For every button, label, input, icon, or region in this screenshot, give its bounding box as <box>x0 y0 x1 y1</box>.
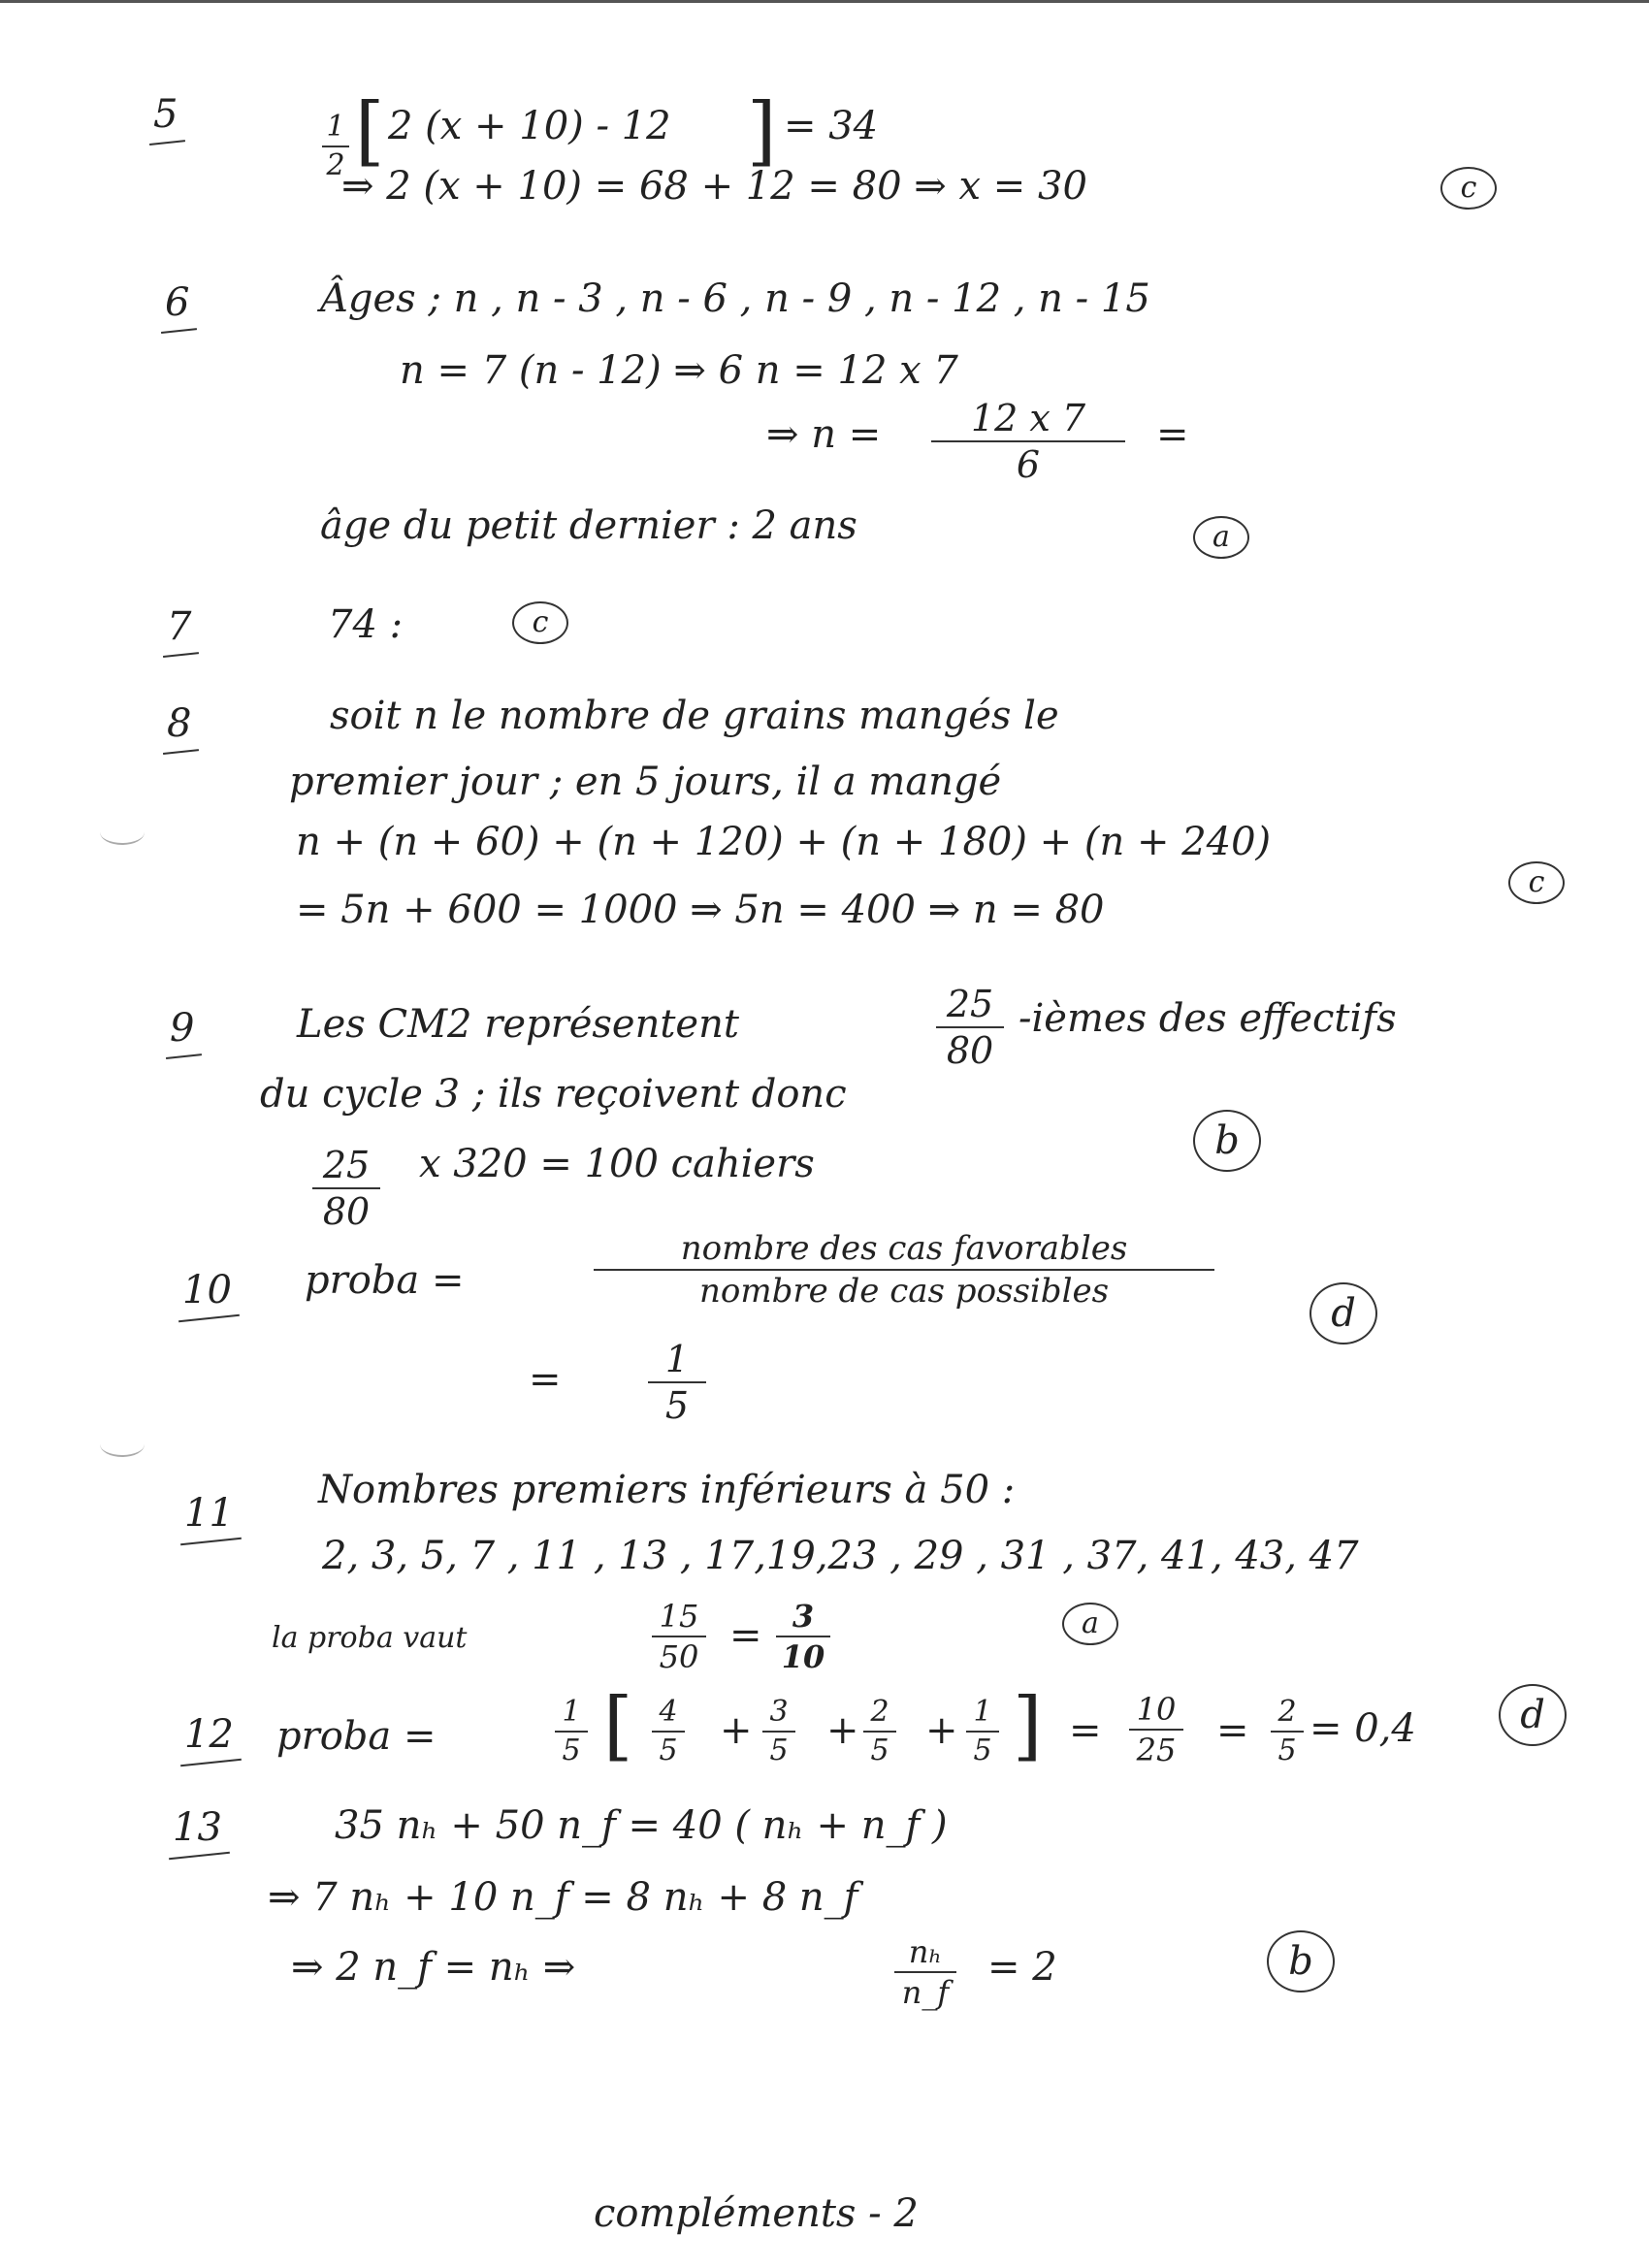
fraction: 1 2 <box>322 113 349 180</box>
page-footer: compléments - 2 <box>594 2191 919 2236</box>
equation-text: âge du petit dernier : 2 ans <box>320 503 857 548</box>
equation-text: n + (n + 60) + (n + 120) + (n + 180) + (n + 240) <box>296 820 1272 864</box>
fraction: 3 10 <box>776 1601 830 1672</box>
equation-text: soit n le nombre de grains mangés le <box>330 694 1059 738</box>
exercise-number: 10 <box>182 1268 232 1312</box>
fraction: 1 5 <box>555 1698 588 1766</box>
exercise-number: 6 <box>165 280 190 325</box>
equation-text: n = 7 (n - 12) ⇒ 6 n = 12 x 7 <box>400 348 958 393</box>
top-border-line <box>0 0 1649 3</box>
answer-circle: a <box>1193 516 1249 559</box>
fraction: 1 5 <box>966 1698 999 1766</box>
equation-text: la proba vaut <box>272 1621 468 1655</box>
equation-text: du cycle 3 ; ils reçoivent donc <box>260 1072 847 1117</box>
equation-text: ⇒ n = <box>766 412 882 457</box>
answer-circle: a <box>1062 1603 1118 1645</box>
equation-text: 2, 3, 5, 7 , 11 , 13 , 17,19,23 , 29 , 31 , 37, 41, 43, 47 <box>322 1534 1359 1578</box>
bracket-close: ] <box>1013 1682 1043 1769</box>
bracket-open: [ <box>355 87 385 175</box>
plus-sign: + <box>925 1708 958 1753</box>
equation-text: = <box>529 1357 562 1402</box>
fraction: 25 80 <box>936 986 1004 1069</box>
equation-text: = 5n + 600 = 1000 ⇒ 5n = 400 ⇒ n = 80 <box>296 888 1105 932</box>
equation-text: proba = <box>276 1714 436 1759</box>
equation-text: premier jour ; en 5 jours, il a mangé <box>289 760 1002 804</box>
equation-text: -ièmes des effectifs <box>1018 996 1397 1041</box>
exercise-number: 11 <box>184 1491 234 1536</box>
answer-circle: b <box>1267 1930 1335 1993</box>
fraction: nₕ n_f <box>894 1936 956 2008</box>
fraction: 12 x 7 6 <box>931 400 1125 483</box>
equation-text: Âges ; n , n - 3 , n - 6 , n - 9 , n - 12 , n - 15 <box>320 276 1150 321</box>
equation-text: ⇒ 7 nₕ + 10 n_f = 8 nₕ + 8 n_f <box>268 1875 858 1920</box>
plus-sign: + <box>826 1708 859 1753</box>
equation-text: = 2 <box>987 1945 1057 1990</box>
answer-circle: c <box>1508 861 1565 904</box>
fraction: 1 5 <box>648 1341 706 1424</box>
equation-text: 35 nₕ + 50 n_f = 40 ( nₕ + n_f ) <box>335 1803 948 1848</box>
equation-text: 2 (x + 10) - 12 <box>388 104 671 148</box>
punch-hole-mark <box>100 1432 145 1457</box>
equation-text: ⇒ 2 (x + 10) = 68 + 12 = 80 ⇒ x = 30 <box>341 164 1087 209</box>
equation-text: 74 : <box>328 602 404 647</box>
fraction: nombre des cas favorables nombre de cas possibles <box>594 1232 1214 1308</box>
equation-text: = 0,4 <box>1310 1706 1416 1751</box>
exercise-number: 12 <box>184 1712 234 1757</box>
fraction: 15 50 <box>652 1601 706 1672</box>
answer-circle: c <box>1440 167 1497 210</box>
equation-text: Nombres premiers inférieurs à 50 : <box>318 1468 1016 1512</box>
exercise-number: 7 <box>167 604 192 649</box>
answer-circle: c <box>512 601 568 644</box>
fraction: 2 5 <box>863 1698 896 1766</box>
exercise-number: 9 <box>170 1006 195 1051</box>
equation-text: proba = <box>305 1258 465 1303</box>
equation-text: = 34 <box>784 104 879 148</box>
exercise-number: 5 <box>153 92 178 137</box>
equation-text: Les CM2 représentent <box>297 1002 739 1047</box>
equation-text: ⇒ 2 n_f = nₕ ⇒ <box>291 1945 576 1990</box>
exercise-number: 13 <box>173 1805 222 1850</box>
punch-hole-mark <box>100 820 145 845</box>
fraction: 3 5 <box>762 1698 795 1766</box>
equals-sign: = <box>1216 1708 1249 1753</box>
answer-circle: d <box>1310 1282 1377 1345</box>
answer-circle: b <box>1193 1110 1261 1172</box>
answer-circle: d <box>1499 1684 1567 1746</box>
exercise-number: 8 <box>167 701 192 746</box>
fraction: 2 5 <box>1271 1698 1304 1766</box>
plus-sign: + <box>720 1708 753 1753</box>
fraction: 10 25 <box>1129 1694 1183 1766</box>
equation-text: = <box>729 1613 762 1658</box>
fraction: 4 5 <box>652 1698 685 1766</box>
bracket-open: [ <box>603 1682 633 1769</box>
equation-text: = <box>1156 412 1189 457</box>
fraction: 25 80 <box>312 1147 380 1230</box>
equation-text: x 320 = 100 cahiers <box>419 1142 815 1186</box>
equals-sign: = <box>1069 1708 1102 1753</box>
bracket-close: ] <box>747 87 777 175</box>
